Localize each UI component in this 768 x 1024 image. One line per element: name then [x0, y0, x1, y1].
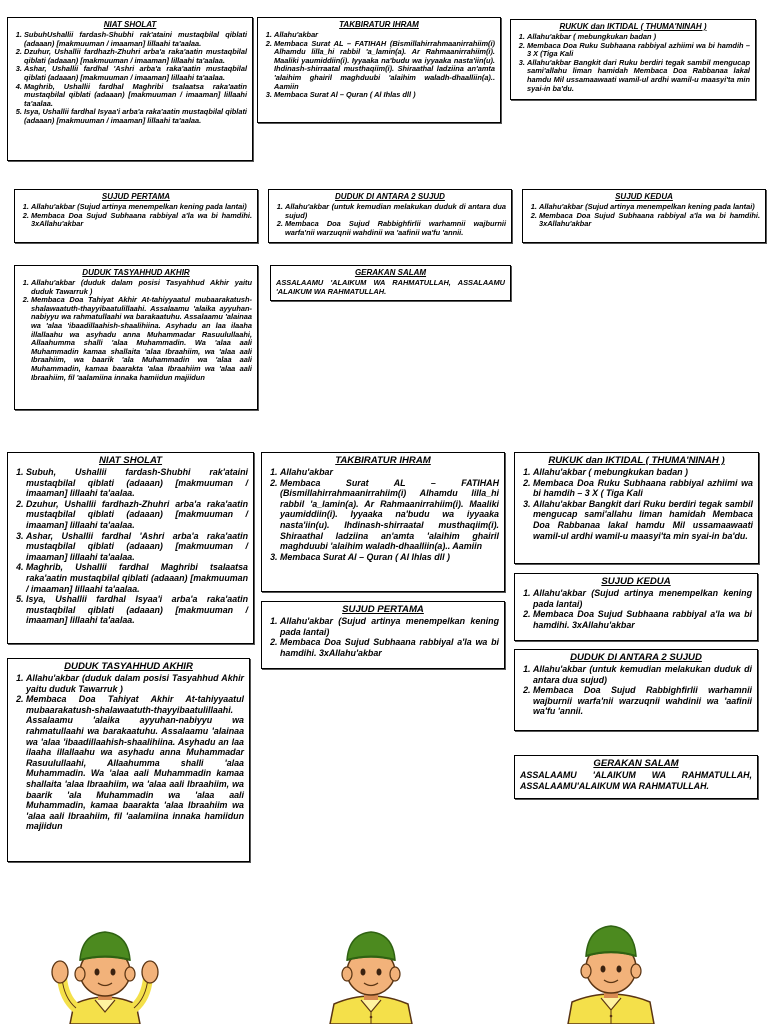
list-item: 3. Allahu'akbar Bangkit dari Ruku berdiri tegak sambil mengucap sami'allahu liman hamidah Membaca Doa Rabbanaa lakal hamdu Mil ussamaawaati wamil-ul ardhi wamil-u maasyi'ta min syai-in ba'du. [527, 59, 750, 93]
takbir-title: TAKBIRATUR IHRAM [335, 455, 431, 466]
duduk-antara-box-bottom [514, 649, 758, 731]
sujud-pertama-title: SUJUD PERTAMA [101, 192, 171, 201]
takbir-title: TAKBIRATUR IHRAM [339, 20, 419, 29]
list-item: 1. Allahu'akbar (Sujud artinya menempelkan kening pada lantai) [31, 203, 252, 212]
tasyahhud-list [20, 279, 252, 382]
boy-standing-icon [316, 922, 426, 1024]
niat-title: NIAT SHOLAT [98, 455, 163, 466]
takbir-box-bottom [261, 452, 505, 592]
sujud-pertama-list [267, 616, 499, 658]
list-item: 1. Allahu'akbar (Sujud artinya menempelkan kening pada lantai) [533, 588, 752, 609]
list-item: 1. Allahu'akbar (untuk kemudian melakukan duduk di antara dua sujud) [533, 664, 752, 685]
duduk-antara-title: DUDUK DI ANTARA 2 SUJUD [570, 652, 702, 663]
sujud-kedua-box-top [522, 189, 766, 243]
duduk-antara-list [274, 203, 506, 237]
list-item: 2. Membaca Doa Sujud Rabbighfirlii warhamnii wajburnii warfa'nii warzuqnii wahdinii wa 'aafinii wa'fu 'annii. [285, 220, 506, 237]
list-item: 2. Membaca Doa Ruku Subhaana rabbiyal azhiimi wa bi hamdih – 3 X (Tiga Kali [527, 42, 750, 59]
duduk-antara-box-top [268, 189, 512, 243]
sujud-pertama-box-top [14, 189, 258, 243]
sujud-kedua-title: SUJUD KEDUA [615, 192, 673, 201]
boy-standing-icon [556, 916, 666, 1024]
list-item: 1. Allahu'akbar ( mebungkukan badan ) [533, 467, 753, 478]
duduk-antara-list [520, 664, 752, 717]
list-item: 1. Subuh, Ushallii fardash-Shubhi rak'ataini mustaqbilal qiblati (adaaan) [makmuuman / imaaman] lillaahi ta'aalaa. [26, 467, 248, 499]
salam-text: ASSALAAMU 'ALAIKUM WA RAHMATULLAH, ASSALAAMU 'ALAIKUM WA RAHMATULLAH. [276, 278, 505, 296]
takbir-list [267, 467, 499, 562]
list-item: 2. Membaca Doa Sujud Subhaana rabbiyal a'la wa bi hamdihi. 3xAllahu'akbar [31, 212, 252, 229]
rukuk-list [516, 33, 750, 93]
takbir-list [263, 31, 495, 100]
list-item: 2. Membaca Doa Sujud Subhaana rabbiyal a'la wa bi hamdihi. 3xAllahu'akbar [533, 609, 752, 630]
sujud-kedua-title: SUJUD KEDUA [601, 576, 671, 587]
list-item: 1. Allahu'akbar (Sujud artinya menempelkan kening pada lantai) [280, 616, 499, 637]
list-item: 3. Membaca Surat Al – Quran ( Al Ihlas dll ) [274, 91, 495, 100]
list-item: 3. Ashar, Ushallii fardhal 'Ashri arba'a raka'aatin mustaqbilal qiblati (adaaan) [makmuuman / imaaman] lillaahi ta'aalaa. [24, 65, 247, 82]
list-item: 3. Allahu'akbar Bangkit dari Ruku berdiri tegak sambil mengucap sami'allahu liman hamidah Membaca Doa Rabbanaa lakal hamdu Mil ussamaawaati wamil-ul ardhi wamil-u maasyi'ta min syai-in ba'du. [533, 499, 753, 541]
niat-title: NIAT SHOLAT [103, 20, 157, 29]
list-item: 1. Allahu'akbar [274, 31, 495, 40]
list-item: 2. Membaca Doa Tahiyat Akhir At-tahiyyaatul mubaarakatush-shalawaatuth-thayyibaatulillaahi. Assalaamu 'alaika ayyuhan-nabiyyu wa rahmatullaahi wa barakaatuhu. Assalaamu 'alainaa wa 'alaa 'ibaadillaahish-shaalihiina. Asyhadu an laa ilaaha illallaahu wa asyhadu anna Muhammadar Rasuulullaahi, Allaahumma shalli 'alaa Muhammadin. Wa 'alaa aali Muhammadin kamaa shallaita 'alaa Ibraahiim, wa 'alaa aali Ibraahiim, wa baarik 'ala Muhammadin wa 'alaa aali Muhammadin, kamaa baarakta 'alaa Ibraahiim wa 'alaa aali Ibraahiim, fil 'aalamiina innaka hamiidun majiidun [31, 296, 252, 382]
list-item: 4. Maghrib, Ushallii fardhal Maghribi tsalaatsa raka'aatin mustaqbilal qiblati (adaaan) [makmuuman / imaaman] lillaahi ta'aalaa. [24, 83, 247, 109]
tasyahhud-list [13, 673, 244, 832]
list-item: 1. Allahu'akbar (duduk dalam posisi Tasyahhud Akhir yaitu duduk Tawarruk ) [26, 673, 244, 694]
salam-title: GERAKAN SALAM [593, 758, 679, 769]
rukuk-title: RUKUK dan IKTIDAL ( THUMA'NINAH ) [559, 22, 707, 31]
sujud-pertama-box-bottom [261, 601, 505, 669]
salam-title: GERAKAN SALAM [354, 268, 427, 277]
salam-box-top [270, 265, 511, 301]
list-item: 3. Ashar, Ushallii fardhal 'Ashri arba'a raka'aatin mustaqbilal qiblati (adaaan) [makmuuman / imaaman] lillaahi ta'aalaa. [26, 531, 248, 563]
list-item: 2. Dzuhur, Ushallii fardhazh-Zhuhri arba'a raka'aatin mustaqbilal qiblati (adaaan) [makmuuman / imaaman] lillaahi ta'aalaa. [24, 48, 247, 65]
list-item: 5. Isya, Ushallii fardhal Isyaa'i arba'a raka'aatin mustaqbilal qiblati (adaaan) [makmuuman / imaaman] lillaahi ta'aalaa. [24, 108, 247, 125]
niat-box-top [7, 17, 253, 161]
list-item: 2. Dzuhur, Ushallii fardhazh-Zhuhri arba'a raka'aatin mustaqbilal qiblati (adaaan) [makmuuman / imaaman] lillaahi ta'aalaa. [26, 499, 248, 531]
duduk-antara-title: DUDUK DI ANTARA 2 SUJUD [335, 192, 445, 201]
rukuk-box-top [510, 19, 756, 100]
list-item: 4. Maghrib, Ushallii fardhal Maghribi tsalaatsa raka'aatin mustaqbilal qiblati (adaaan) [makmuuman / imaaman] lillaahi ta'aalaa. [26, 562, 248, 594]
list-item: 2. Membaca Doa Sujud Subhaana rabbiyal a'la wa bi hamdihi. 3xAllahu'akbar [539, 212, 760, 229]
tasyahhud-title: DUDUK TASYAHHUD AKHIR [82, 268, 190, 277]
tasyahhud-box-bottom [7, 658, 250, 862]
rukuk-list [520, 467, 753, 541]
list-item: 1. SubuhUshallii fardash-Shubhi rak'ataini mustaqbilal qiblati (adaaan) [makmuuman / imaaman] lillaahi ta'aalaa. [24, 31, 247, 48]
sujud-pertama-title: SUJUD PERTAMA [342, 604, 424, 615]
list-item: 1. Allahu'akbar (Sujud artinya menempelkan kening pada lantai) [539, 203, 760, 212]
list-item: 1. Allahu'akbar ( mebungkukan badan ) [527, 33, 750, 42]
list-item: 5. Isya, Ushallii fardhal Isyaa'i arba'a raka'aatin mustaqbilal qiblati (adaaan) [makmuuman / imaaman] lillaahi ta'aalaa. [26, 594, 248, 626]
niat-list [13, 31, 247, 126]
takbir-box-top [257, 17, 501, 123]
sujud-pertama-list [20, 203, 252, 229]
tasyahhud-title: DUDUK TASYAHHUD AKHIR [64, 661, 193, 672]
niat-list [13, 467, 248, 626]
tasyahhud-box-top [14, 265, 258, 410]
rukuk-title: RUKUK dan IKTIDAL ( THUMA'NINAH ) [548, 455, 725, 466]
list-item: 2. Membaca Doa Ruku Subhaana rabbiyal azhiimi wa bi hamdih – 3 X ( Tiga Kali [533, 478, 753, 499]
list-item: 2. Membaca Surat AL – FATIHAH (Bismillahirrahmaanirrahiim(i) Alhamdu lilla_hi rabbil 'a_lamin(a). Ar Rahmaanirrahiim(i). Maaliki yaumiddiin(i). Iyyaaka na'budu wa iyyaaka nasta'iin(u). Ihdinash-shirraatal musthaqiim(i). Shiraathal ladziina an'amta 'alaihim ghairil maghduubi 'alaihim waladh-dhaalliin(a).. Aamiin [280, 478, 499, 552]
list-item: 3. Membaca Surat Al – Quran ( Al Ihlas dll ) [280, 552, 499, 563]
list-item: 2. Membaca Doa Sujud Subhaana rabbiyal a'la wa bi hamdihi. 3xAllahu'akbar [280, 637, 499, 658]
boy-raising-hands-icon [40, 920, 170, 1024]
salam-box-bottom [514, 755, 758, 799]
niat-box-bottom [7, 452, 254, 644]
salam-text: ASSALAAMU 'ALAIKUM WA RAHMATULLAH, ASSALAAMU'ALAIKUM WA RAHMATULLAH. [520, 770, 752, 791]
list-item: 1. Allahu'akbar [280, 467, 499, 478]
rukuk-box-bottom [514, 452, 759, 564]
sujud-kedua-list [528, 203, 760, 229]
list-item: 2. Membaca Doa Tahiyat Akhir At-tahiyyaatul mubaarakatush-shalawaatuth-thayyibaatulillaahi. Assalaamu 'alaika ayyuhan-nabiyyu wa rahmatullaahi wa barakaatuhu. Assalaamu 'alainaa wa 'alaa 'ibaadillaahish-shaalihiina. Asyhadu an laa ilaaha illallaahu wa asyhadu anna Muhammadar Rasuulullaahi, Allaahumma shalli 'alaa Muhammadin. Wa 'alaa aali Muhammadin kamaa shallaita 'alaa Ibraahiim, wa 'alaa aali Ibraahiim, wa baarik 'ala Muhammadin wa 'alaa aali Muhammadin, kamaa baarakta 'alaa Ibraahiim wa 'alaa aali Ibraahiim, fil 'aalamiina innaka hamiidun majiidun [26, 694, 244, 832]
sujud-kedua-box-bottom [514, 573, 758, 641]
list-item: 1. Allahu'akbar (duduk dalam posisi Tasyahhud Akhir yaitu duduk Tawarruk ) [31, 279, 252, 296]
sujud-kedua-list [520, 588, 752, 630]
list-item: 1. Allahu'akbar (untuk kemudian melakukan duduk di antara dua sujud) [285, 203, 506, 220]
list-item: 2. Membaca Doa Sujud Rabbighfirlii warhamnii wajburnii warfa'nii warzuqnii wahdinii wa 'aafinii wa'fu 'annii. [533, 685, 752, 717]
list-item: 2. Membaca Surat AL – FATIHAH (Bismillahirrahmaanirrahiim(i) Alhamdu lilla_hi rabbil 'a_lamin(a). Ar Rahmaanirrahiim(i). Maaliki yaumiddiin(i). Iyyaaka na'budu wa iyyaaka nasta'iin(u). Ihdinash-shirraatal musthaqiim(i). Shiraathal ladziina an'amta 'alaihim ghairil maghduubi 'alaihim waladh-dhaalliin(a).. Aamiin [274, 40, 495, 92]
